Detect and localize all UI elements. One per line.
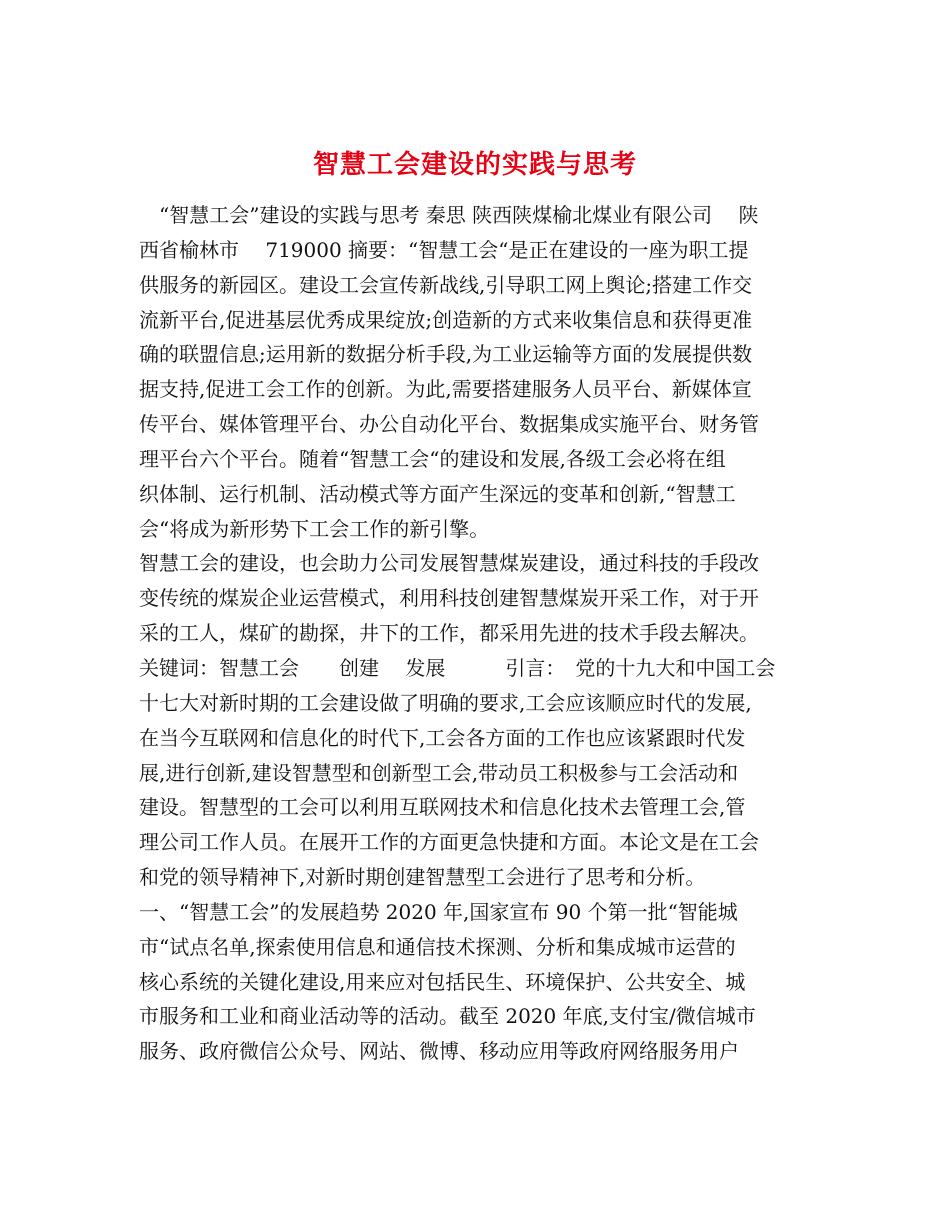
text-line: 传平台、媒体管理平台、办公自动化平台、数据集成实施平台、财务管: [139, 412, 759, 437]
text-line: 建设。智慧型的工会可以利用互联网技术和信息化技术去管理工会,管: [139, 795, 746, 820]
text-line: 变传统的煤炭企业运营模式，利用科技创建智慧煤炭开采工作，对于开: [139, 586, 759, 611]
text-line: 会“将成为新形势下工会工作的新引擎。: [139, 516, 490, 541]
text-line: “智慧工会”建设的实践与思考 秦思 陕西陕煤榆北煤业有限公司 陕: [139, 203, 759, 227]
document-body: [139, 198, 819, 1069]
text-line: 理平台六个平台。随着“智慧工会“的建设和发展,各级工会必将在组: [139, 446, 726, 471]
text-line: 西省榆林市 719000 摘要：“智慧工会“是正在建设的一座为职工提: [139, 237, 749, 262]
text-line: 市“试点名单,探索使用信息和通信技术探测、分析和集成城市运营的: [139, 934, 736, 959]
text-line: 确的联盟信息;运用新的数据分析手段,为工业运输等方面的发展提供数: [139, 342, 753, 367]
text-line: 核心系统的关键化建设,用来应对包括民生、环境保护、公共安全、城: [139, 969, 746, 994]
text-line: 一、“智慧工会”的发展趋势 2020 年,国家宣布 90 个第一批“智能城: [139, 899, 738, 924]
text-line: 织体制、运行机制、活动模式等方面产生深远的变革和创新,“智慧工: [139, 481, 736, 506]
text-line: 关键词：智慧工会 创建 发展 引言： 党的十九大和中国工会: [139, 655, 776, 680]
document-title: 智慧工会建设的实践与思考: [312, 150, 637, 181]
text-line: 采的工人，煤矿的勘探，井下的工作，都采用先进的技术手段去解决。: [139, 621, 759, 646]
text-line: 在当今互联网和信息化的时代下,工会各方面的工作也应该紧跟时代发: [139, 725, 746, 750]
text-line: 据支持,促进工会工作的创新。为此,需要搭建服务人员平台、新媒体宣: [139, 377, 752, 402]
text-line: 展,进行创新,建设智慧型和创新型工会,带动员工积极参与工会活动和: [139, 760, 739, 785]
text-line: 流新平台,促进基层优秀成果绽放;创造新的方式来收集信息和获得更准: [139, 307, 753, 332]
text-line: 理公司工作人员。在展开工作的方面更急快捷和方面。本论文是在工会: [139, 830, 759, 855]
text-line: 和党的领导精神下,对新时期创建智慧型工会进行了思考和分析。: [139, 865, 706, 890]
text-line: 智慧工会的建设，也会助力公司发展智慧煤炭建设，通过科技的手段改: [139, 551, 759, 576]
text-line: 市服务和工业和商业活动等的活动。截至 2020 年底,支付宝/微信城市: [139, 1004, 756, 1029]
text-line: 十七大对新时期的工会建设做了明确的要求,工会应该顺应时代的发展,: [139, 690, 752, 715]
text-line: 供服务的新园区。建设工会宣传新战线,引导职工网上舆论;搭建工作交: [139, 272, 753, 297]
text-line: 服务、政府微信公众号、网站、微博、移动应用等政府网络服务用户: [139, 1039, 739, 1064]
